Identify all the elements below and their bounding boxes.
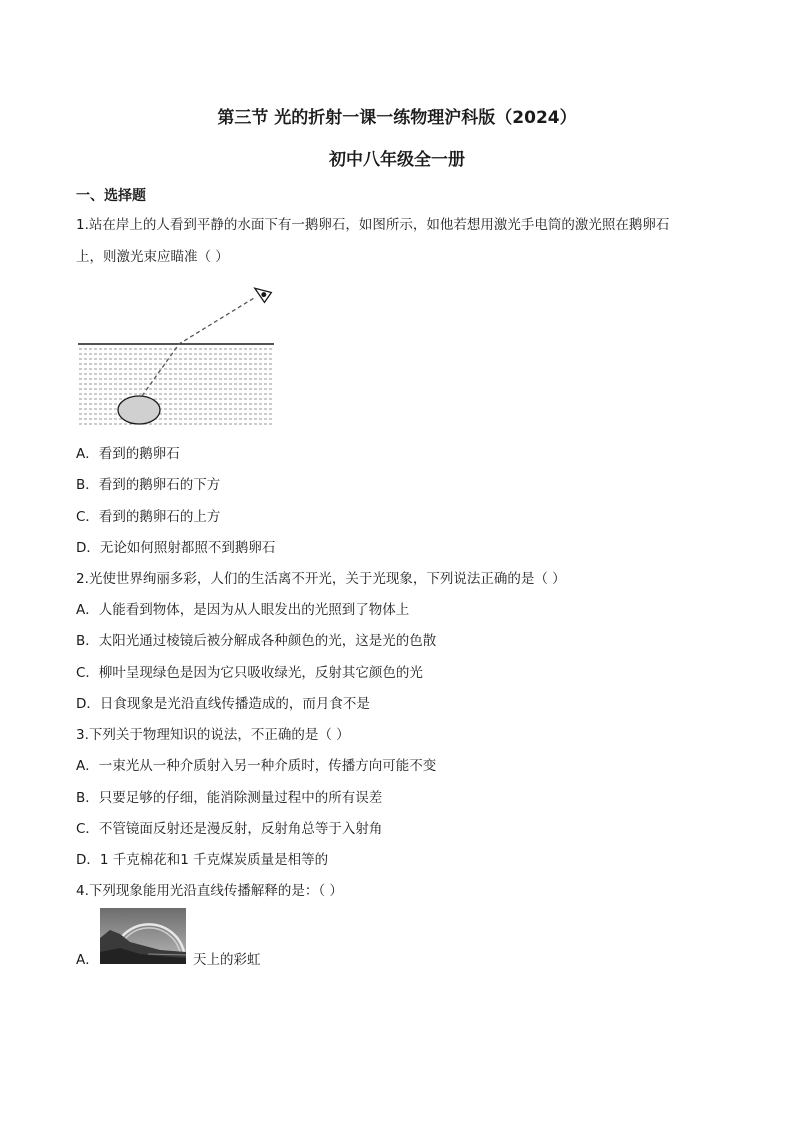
page-subtitle: 初中八年级全一册 (329, 150, 465, 170)
section-heading: 一、选择题 (76, 188, 146, 204)
question-4-option-a-text: 天上的彩虹 (193, 952, 261, 968)
question-1-option-c: C．看到的鹅卵石的上方 (76, 509, 221, 525)
question-2-option-c: C．柳叶呈现绿色是因为它只吸收绿光，反射其它颜色的光 (76, 665, 423, 681)
question-3-option-c: C．不管镜面反射还是漫反射，反射角总等于入射角 (76, 821, 383, 837)
light-path (142, 298, 254, 396)
question-2-stem: 2.光使世界绚丽多彩，人们的生活离不开光，关于光现象，下列说法正确的是（ ） (76, 571, 566, 587)
pebble-shape (118, 396, 160, 424)
refraction-diagram (76, 282, 276, 431)
question-1-option-b: B．看到的鹅卵石的下方 (76, 477, 221, 493)
question-3-stem: 3.下列关于物理知识的说法，不正确的是（ ） (76, 727, 350, 743)
question-4-stem: 4.下列现象能用光沿直线传播解释的是：（ ） (76, 883, 343, 899)
question-4-option-a-label: A． (76, 952, 99, 968)
question-3-option-b: B．只要足够的仔细，能消除测量过程中的所有误差 (76, 790, 383, 806)
question-1-stem-line-1: 1.站在岸上的人看到平静的水面下有一鹅卵石，如图所示，如他若想用激光手电筒的激光照在鹅卵石 (76, 217, 670, 233)
question-2-option-b: B．太阳光通过棱镜后被分解成各种颜色的光，这是光的色散 (76, 633, 437, 649)
question-1-stem-line-2: 上，则激光束应瞄准（ ） (76, 249, 229, 265)
question-3-option-d: D．1 千克棉花和1 千克煤炭质量是相等的 (76, 852, 329, 868)
question-2-option-a: A．人能看到物体，是因为从人眼发出的光照到了物体上 (76, 602, 410, 618)
question-2-option-d: D．日食现象是光沿直线传播造成的，而月食不是 (76, 696, 370, 712)
water-hatching (79, 349, 273, 424)
page-title: 第三节 光的折射一课一练物理沪科版（2024） (217, 108, 577, 128)
question-1-option-a: A．看到的鹅卵石 (76, 446, 180, 462)
question-1-option-d: D．无论如何照射都照不到鹅卵石 (76, 540, 276, 556)
rainbow-photo (100, 908, 186, 964)
eye-icon (251, 283, 271, 302)
question-3-option-a: A．一束光从一种介质射入另一种介质时，传播方向可能不变 (76, 758, 437, 774)
